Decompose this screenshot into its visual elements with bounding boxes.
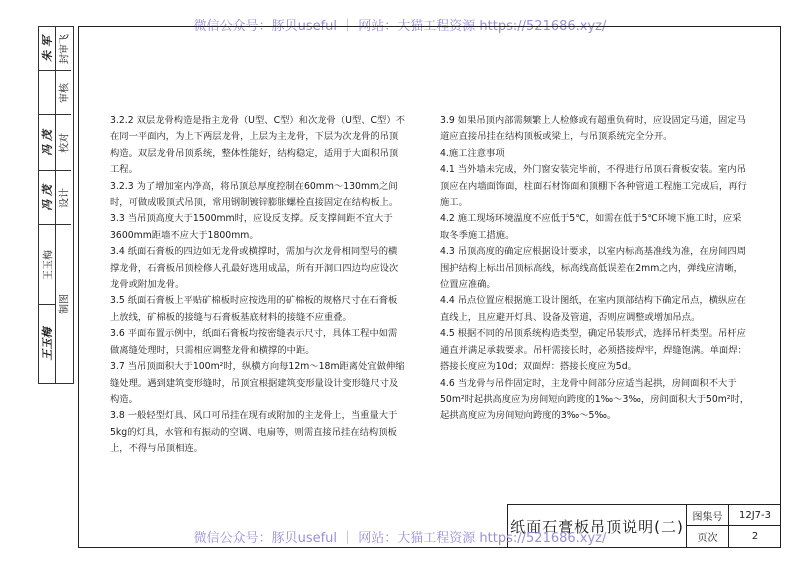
atlas-number-label: 图集号 [687,505,729,526]
check-label: 校对 [59,132,71,153]
design-label-cell [55,171,71,225]
paragraph: 4.3 吊顶高度的确定应根据设计要求，以室内标高基准线为准，在房间四周围护结构上标出吊顶标高线，标高线高低误差在2mm之内，弹线应清晰，位置应准确。 [440,246,746,291]
design-sign-cell [39,171,55,225]
seal-sign-cell [39,27,55,71]
check-signature: 冯 茂 [41,129,54,156]
draw-sign-cell [39,305,55,383]
review-label-cell [55,71,71,115]
draw-label-cell [55,225,71,383]
check-sign-cell [39,115,55,171]
page-number-value: 2 [751,531,759,542]
paragraph: 3.6 平面布置示例中，纸面石膏板均按密缝表示尺寸，具体工程中如需做离缝处理时，只需相应调整龙骨和横撑的中距。 [110,328,398,356]
paragraph: 3.2.3 为了增加室内净高，将吊顶总厚度控制在60mm～130mm之间时，可做成吸顶式吊顶，常用钢制镀锌膨胀螺栓直接固定在结构板上。 [110,180,399,209]
strip-name-column [39,27,56,383]
strip-label-column [55,27,71,383]
paragraph: 3.7 当吊顶面积大于100m²时，纵横方向每12m～18m距离处宜做伸缩缝处理。遇到建筑变形缝时，吊顶宜根据建筑变形量设计变形缝尺寸及构造。 [110,361,405,405]
page-number-label: 页次 [687,526,729,547]
watermark-bottom: 微信公众号：豚贝useful ｜ 网站：大猫工程资源 https://521686.xyz/ [193,531,607,546]
section-heading: 4.施工注意事项 [440,147,505,159]
seal-label: 封审飞 [59,33,71,64]
check-label-cell [55,115,71,171]
paragraph: 4.6 当龙骨与吊件固定时，主龙骨中间部分应适当起拱，房间面积不大于50m²时起拱高度应为房间短向跨度的1‰～3‰，房间面积大于50m²时，起拱高度应为房间短向跨度的3‰～5‰。 [440,377,750,422]
review-sign-cell [39,71,55,115]
paragraph: 3.8 一般轻型灯具、风口可吊挂在现有或附加的主龙骨上，当重量大于5kg的灯具，水管和有振动的空调、电扇等，则需直接吊挂在结构顶板上，不得与吊顶相连。 [110,410,398,455]
paragraph: 4.5 根据不同的吊顶系统构造类型，确定吊装形式，选择吊杆类型。吊杆应通直并满足承载要求。吊杆需接长时，必须搭接焊牢，焊缝饱满。单面焊：搭接长度应为10d；双面焊：搭接长度应为5d。 [440,328,747,373]
design-signature: 冯 茂 [41,184,54,211]
paragraph: 4.4 吊点位置应根据施工设计图纸，在室内顶部结构下确定吊点，横纵应在直线上，且应避开灯具、设备及管道，否则应调整或增加吊点。 [440,295,746,323]
watermark-top: 微信公众号：豚贝useful ｜ 网站：大猫工程资源 https://521686.xyz/ [193,19,607,34]
design-label: 设计 [59,187,71,208]
draw-name-cell [39,225,55,305]
atlas-number-value: 12J7-3 [729,505,781,526]
seal-signature: 朱 军 [41,35,54,62]
seal-label-cell [55,27,71,71]
draw-label: 制图 [59,294,71,314]
signature-strip [38,26,74,384]
review-label: 审核 [59,82,71,103]
left-column [110,113,406,458]
paragraph: 4.1 当外墙未完成，外门窗安装完毕前，不得进行吊顶石膏板安装。室内吊顶应在内墙面饰面，柱面石材饰面和顶棚下各种管道工程施工完成后，再行施工。 [440,164,747,209]
drawing-title: 纸面石膏板吊顶说明(二) [508,505,687,548]
paragraph: 3.9 如果吊顶内部需频繁上人检修或有超重负荷时，应设固定马道，固定马道应直接吊挂在结构顶板或梁上，与吊顶系统完全分开。 [440,115,746,143]
draw-signature: 王玉梅 [41,327,54,361]
paragraph: 4.2 施工现场环境温度不应低于5℃，如需在低于5℃环境下施工时，应采取冬季施工措施。 [440,213,742,241]
paragraph: 3.3 当吊顶高度大于1500mm时，应设反支撑。反支撑间距不宜大于3600mm距墙不应大于1800mm。 [110,213,393,241]
right-column [440,113,750,425]
draw-name: 王玉梅 [43,249,55,280]
paragraph: 3.5 纸面石膏板上平贴矿棉板时应按选用的矿棉板的规格尺寸在石膏板上放线，矿棉板的接缝与石膏板基底材料的接缝不应重叠。 [110,295,398,323]
paragraph: 3.2.2 双层龙骨构造是指主龙骨（U型、C型）和次龙骨（U型、C型）不在同一平面内，为上下两层龙骨，上层为主龙骨，下层为次龙骨的吊顶构造。双层龙骨吊顶系统，整体性能好，结构稳定，适用于大面积吊顶工程。 [110,115,405,176]
paragraph: 3.4 纸面石膏板的四边如无龙骨或横撑时，需加与次龙骨相同型号的横撑龙骨，石膏板吊顶检修人孔最好选用成品，所有开洞口四边均应设次龙骨或附加龙骨。 [110,246,399,291]
